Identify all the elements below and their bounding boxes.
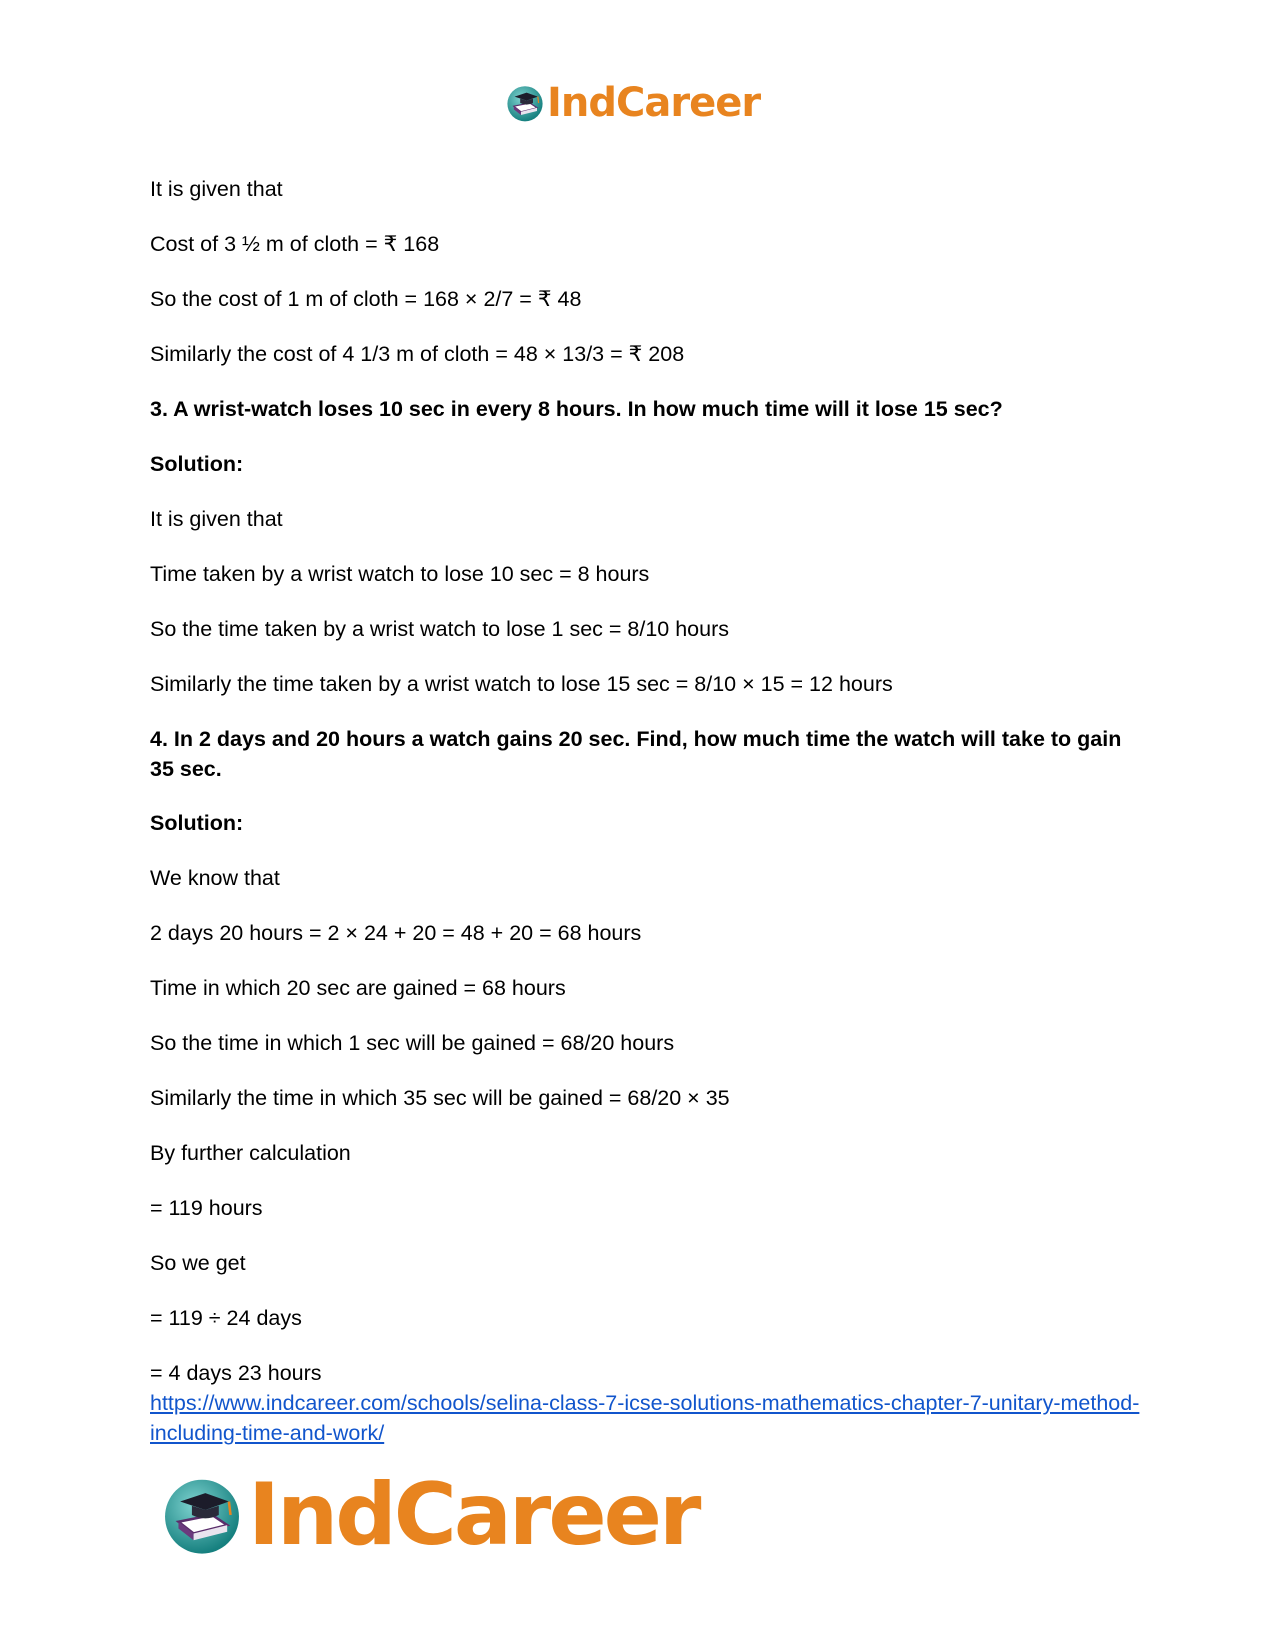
paragraph: So the time taken by a wrist watch to lose 1 sec = 8/10 hours bbox=[150, 617, 730, 641]
paragraph: It is given that bbox=[150, 507, 283, 531]
paragraph: Similarly the time taken by a wrist watch to lose 15 sec = 8/10 × 15 = 12 hours bbox=[150, 672, 893, 696]
question-heading: 3. A wrist-watch loses 10 sec in every 8 hours. In how much time will it lose 15 sec? bbox=[150, 397, 1003, 421]
graduation-cap-book-globe-icon bbox=[505, 83, 545, 123]
footer-logo bbox=[160, 1465, 699, 1565]
paragraph: Cost of 3 ½ m of cloth = ₹ 168 bbox=[150, 232, 440, 256]
solution-label: Solution: bbox=[150, 452, 244, 476]
paragraph: So the time in which 1 sec will be gained = 68/20 hours bbox=[150, 1031, 675, 1055]
footer-logo-text: IndCareer bbox=[248, 1465, 699, 1565]
paragraph: = 119 ÷ 24 days bbox=[150, 1306, 302, 1330]
graduation-cap-book-globe-icon bbox=[160, 1473, 244, 1557]
paragraph: = 119 hours bbox=[150, 1196, 263, 1220]
paragraph: Time taken by a wrist watch to lose 10 sec = 8 hours bbox=[150, 562, 650, 586]
paragraph: We know that bbox=[150, 866, 280, 890]
source-link[interactable]: https://www.indcareer.com/schools/selina-class-7-icse-solutions-mathematics-chapter-7-unitary-method-including-time-and-work/ bbox=[150, 1391, 1140, 1445]
document-body bbox=[150, 174, 1140, 1448]
paragraph: = 4 days 23 hours bbox=[150, 1361, 322, 1385]
question-heading: 4. In 2 days and 20 hours a watch gains 20 sec. Find, how much time the watch will take to gain 35 sec. bbox=[150, 727, 1122, 781]
paragraph: 2 days 20 hours = 2 × 24 + 20 = 48 + 20 = 68 hours bbox=[150, 921, 642, 945]
paragraph: Time in which 20 sec are gained = 68 hours bbox=[150, 976, 566, 1000]
paragraph: So the cost of 1 m of cloth = 168 × 2/7 = ₹ 48 bbox=[150, 287, 582, 311]
paragraph: Similarly the cost of 4 1/3 m of cloth = 48 × 13/3 = ₹ 208 bbox=[150, 342, 685, 366]
solution-label: Solution: bbox=[150, 811, 244, 835]
header-logo bbox=[505, 80, 760, 126]
paragraph: It is given that bbox=[150, 177, 283, 201]
paragraph: So we get bbox=[150, 1251, 246, 1275]
paragraph: Similarly the time in which 35 sec will be gained = 68/20 × 35 bbox=[150, 1086, 730, 1110]
header-logo-text: IndCareer bbox=[547, 80, 761, 126]
paragraph: By further calculation bbox=[150, 1141, 351, 1165]
